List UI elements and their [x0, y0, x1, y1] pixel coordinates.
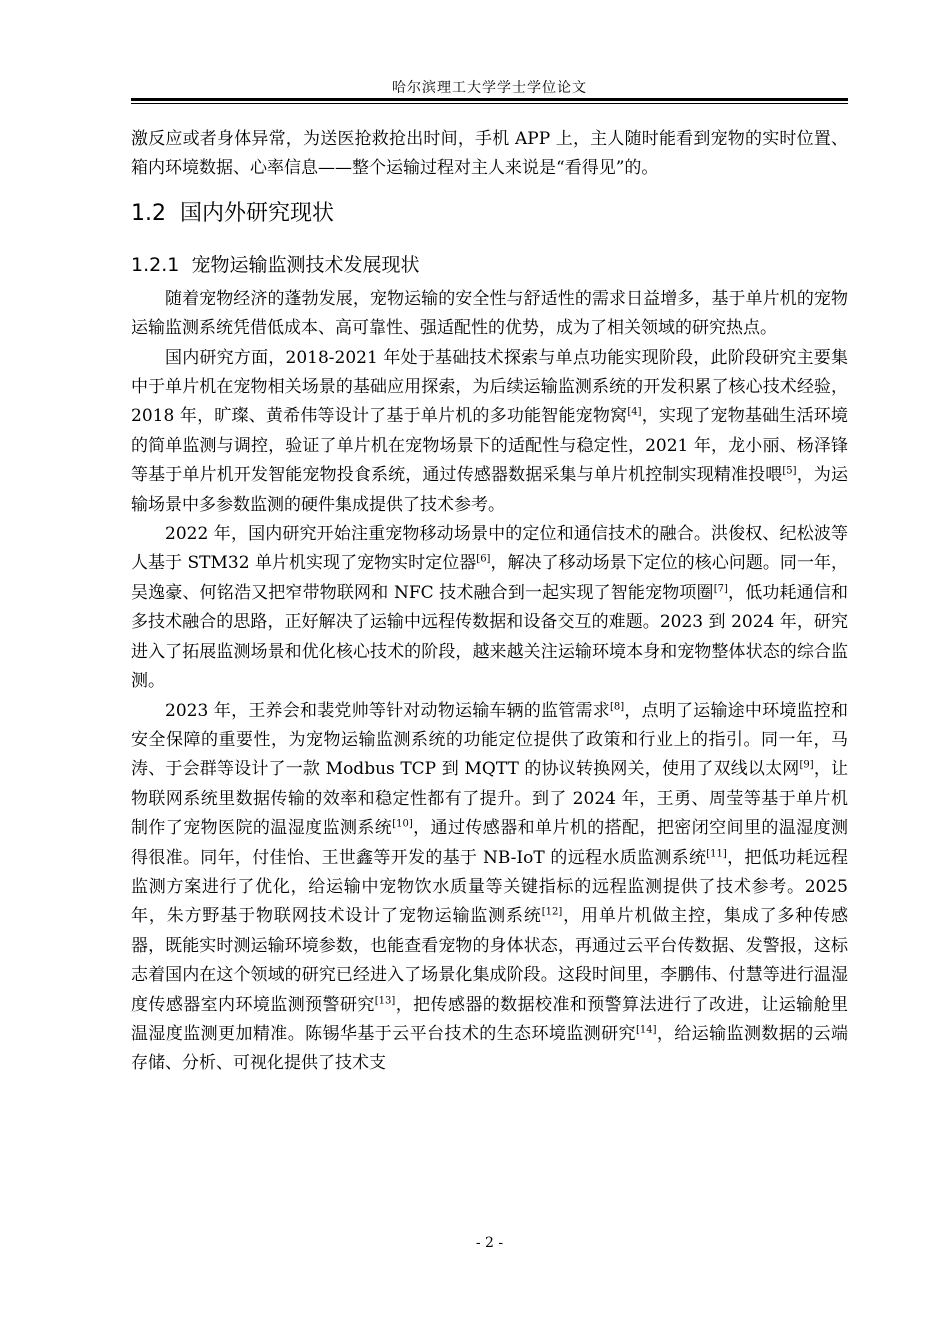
- paragraph-4-text: ，把低功耗远程监测方案进行了优化，给运输中宠物饮水质量等关键指标的远程监测提供了技术参考。2025 年，朱方野基于物联网技术设计了宠物运输监测系统: [131, 847, 848, 927]
- paragraph-3-text: 2022 年，国内研究开始注重宠物移动场景中的定位和通信技术的融合。洪俊权、纪松波等人基于 STM32 单片机实现了宠物实时定位器: [131, 524, 848, 574]
- paragraph-4-text: ，把传感器的数据校准和预警算法进行了改进，让运输舱里温湿度监测更加精准。陈锡华基于云平台技术的生态环境监测研究: [131, 994, 849, 1044]
- subsection-heading: [131, 250, 848, 280]
- citation: [14]: [635, 1024, 657, 1036]
- paragraph-4-text: ，给运输监测数据的云端存储、分析、可视化提供了技术支: [131, 1023, 849, 1074]
- paragraph-2-text: ，实现了宠物基础生活环境的简单监测与调控，验证了单片机在宠物场景下的适配性与稳定性，2021 年，龙小丽、杨泽锋等基于单片机开发智能宠物投食系统，通过传感器数据采集与单片机控制实现精准投喂: [131, 406, 849, 486]
- header-rule-thick: [131, 98, 848, 101]
- section-number: 1.2: [131, 200, 166, 226]
- paragraph-2: [131, 344, 848, 520]
- section-title: 国内外研究现状: [180, 200, 335, 226]
- subsection-title: 宠物运输监测技术发展现状: [191, 253, 420, 276]
- citation: [5]: [782, 465, 797, 477]
- paragraph-4-text: ，点明了运输途中环境监控和安全保障的重要性，为宠物运输监测系统的功能定位提供了政策和行业上的指引。同一年，马涛、于会群等设计了一款 Modbus TCP 到 MQTT 的协议转换网关，使用了双线以太网: [131, 700, 849, 780]
- paragraph-1: 随着宠物经济的蓬勃发展，宠物运输的安全性与舒适性的需求日益增多，基于单片机的宠物运输监测系统凭借低成本、高可靠性、强适配性的优势，成为了相关领域的研究热点。: [131, 288, 848, 339]
- citation: [8]: [609, 700, 625, 712]
- paragraph-3-text: ，低功耗通信和多技术融合的思路，正好解决了运输中远程传数据和设备交互的难题。2023 到 2024 年，研究进入了拓展监测场景和优化核心技术的阶段，越来越关注运输环境本身和宠物整体状态的综合监测。: [131, 582, 849, 692]
- citation: [4]: [627, 406, 642, 418]
- citation: [10]: [392, 818, 413, 830]
- paragraph-2-text: 国内研究方面，2018-2021 年处于基础技术探索与单点功能实现阶段，此阶段研究主要集中于单片机在宠物相关场景的基础应用探索，为后续运输监测系统的开发积累了核心技术经验，2018 年，旷璨、黄希伟等设计了基于单片机的多功能智能宠物窝: [131, 347, 848, 427]
- paragraph-4-text: ，通过传感器和单片机的搭配，把密闭空间里的温湿度测得很准。同年，付佳怡、王世鑫等开发的基于 NB-IoT 的远程水质监测系统: [131, 818, 849, 868]
- page-number: - 2 -: [475, 1235, 504, 1251]
- citation: [12]: [541, 906, 563, 918]
- paragraph-3-text: ，解决了移动场景下定位的核心问题。同一年，吴逸豪、何铭浩又把窄带物联网和 NFC 技术融合到一起实现了智能宠物项圈: [131, 553, 848, 603]
- paragraph-3: [131, 520, 848, 696]
- paragraph-4-text: ，用单片机做主控，集成了多种传感器，既能实时测运输环境参数，也能查看宠物的身体状态，再通过云平台传数据、发警报，这标志着国内在这个领域的研究已经进入了场景化集成阶段。这段时间里，李鹏伟、付慧等进行温湿度传感器室内环境监测预警研究: [131, 906, 849, 1015]
- header-rule-thin: [131, 103, 848, 104]
- citation: [7]: [713, 583, 728, 595]
- paragraph-4-text: ，让物联网系统里数据传输的效率和稳定性都有了提升。到了 2024 年，王勇、周莹等基于单片机制作了宠物医院的温湿度监测系统: [131, 759, 849, 839]
- citation: [13]: [374, 994, 396, 1006]
- paragraph-2-text: ，为运输场景中多参数监测的硬件集成提供了技术参考。: [131, 465, 849, 515]
- subsection-number: 1.2.1: [131, 253, 180, 276]
- citation: [9]: [799, 759, 814, 771]
- running-header: 哈尔滨理工大学学士学位论文: [392, 80, 587, 96]
- citation: [6]: [476, 553, 491, 565]
- section-heading: [131, 196, 848, 232]
- page-body: [131, 125, 848, 1079]
- paragraph-4-text: 2023 年，王养会和裴党帅等针对动物运输车辆的监管需求: [165, 700, 610, 721]
- citation: [11]: [706, 847, 727, 859]
- intro-paragraph: 激反应或者身体异常，为送医抢救抢出时间，手机 APP 上，主人随时能看到宠物的实时位置、箱内环境数据、心率信息——整个运输过程对主人来说是“看得见”的。: [131, 129, 848, 179]
- paragraph-4: [131, 697, 848, 1079]
